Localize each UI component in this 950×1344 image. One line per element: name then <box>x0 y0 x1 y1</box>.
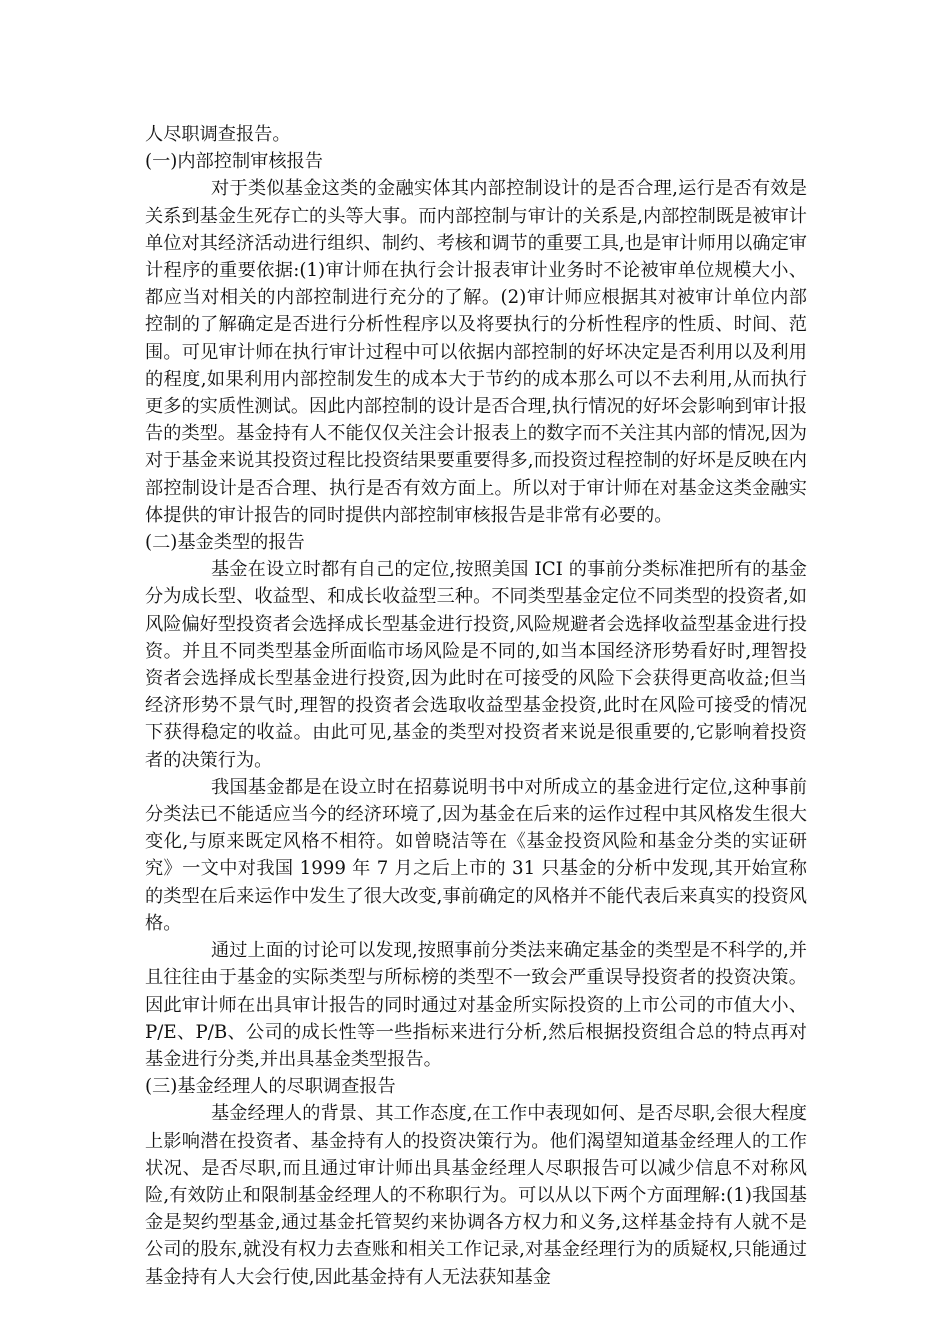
paragraph-fund-type-1: 基金在设立时都有自己的定位,按照美国 ICI 的事前分类标准把所有的基金分为成长型、收益型、和成长收益型三种。不同类型基金定位不同类型的投资者,如风险偏好型投资者会选择成长型基金进行投资,风险规避者会选择收益型基金进行投资。并且不同类型基金所面临市场风险是不同的,如当本国经济形势看好时,理智投资者会选择成长型基金进行投资,因为此时在可接受的风险下会获得更高收益;但当经济形势不景气时,理智的投资者会选取收益型基金投资,此时在风险可接受的情况下获得稳定的收益。由此可见,基金的类型对投资者来说是很重要的,它影响着投资者的决策行为。 <box>145 559 807 771</box>
section-heading-fund-manager: (三)基金经理人的尽职调查报告 <box>145 1076 396 1098</box>
section-heading-fund-type: (二)基金类型的报告 <box>145 532 305 554</box>
document-body <box>145 121 807 1291</box>
section-heading-internal-control: (一)内部控制审核报告 <box>145 151 323 173</box>
paragraph-fund-type-2: 我国基金都是在设立时在招募说明书中对所成立的基金进行定位,这种事前分类法已不能适应当今的经济环境了,因为基金在后来的运作过程中其风格发生很大变化,与原来既定风格不相符。如曾晓洁等在《基金投资风险和基金分类的实证研究》一文中对我国 1999 年 7 月之后上市的 31 只基金的分析中发现,其开始宣称的类型在后来运作中发生了很大改变,事前确定的风格并不能代表后来真实的投资风格。 <box>145 776 807 934</box>
paragraph-fund-type-3: 通过上面的讨论可以发现,按照事前分类法来确定基金的类型是不科学的,并且往往由于基金的实际类型与所标榜的类型不一致会严重误导投资者的投资决策。因此审计师在出具审计报告的同时通过对基金所实际投资的上市公司的市值大小、P/E、P/B、公司的成长性等一些指标来进行分析,然后根据投资组合总的特点再对基金进行分类,并出具基金类型报告。 <box>145 940 807 1070</box>
paragraph-internal-control: 对于类似基金这类的金融实体其内部控制设计的是否合理,运行是否有效是关系到基金生死存亡的头等大事。而内部控制与审计的关系是,内部控制既是被审计单位对其经济活动进行组织、制约、考核和调节的重要工具,也是审计师用以确定审计程序的重要依据:(1)审计师在执行会计报表审计业务时不论被审单位规模大小、都应当对相关的内部控制进行充分的了解。(2)审计师应根据其对被审计单位内部控制的了解确定是否进行分析性程序以及将要执行的分析性程序的性质、时间、范围。可见审计师在执行审计过程中可以依据内部控制的好坏决定是否利用以及利用的程度,如果利用内部控制发生的成本大于节约的成本那么可以不去利用,从而执行更多的实质性测试。因此内部控制的设计是否合理,执行情况的好坏会影响到审计报告的类型。基金持有人不能仅仅关注会计报表上的数字而不关注其内部的情况,因为对于基金来说其投资过程比投资结果要重要得多,而投资过程控制的好坏是反映在内部控制设计是否合理、执行是否有效方面上。所以对于审计师在对基金这类金融实体提供的审计报告的同时提供内部控制审核报告是非常有必要的。 <box>145 178 807 526</box>
paragraph-continuation: 人尽职调查报告。 <box>145 124 291 145</box>
paragraph-fund-manager: 基金经理人的背景、其工作态度,在工作中表现如何、是否尽职,会很大程度上影响潜在投资者、基金持有人的投资决策行为。他们渴望知道基金经理人的工作状况、是否尽职,而且通过审计师出具基金经理人尽职报告可以减少信息不对称风险,有效防止和限制基金经理人的不称职行为。可以从以下两个方面理解:(1)我国基金是契约型基金,通过基金托管契约来协调各方权力和义务,这样基金持有人就不是公司的股东,就没有权力去查账和相关工作记录,对基金经理行为的质疑权,只能通过基金持有人大会行使,因此基金持有人无法获知基金 <box>145 1103 807 1288</box>
